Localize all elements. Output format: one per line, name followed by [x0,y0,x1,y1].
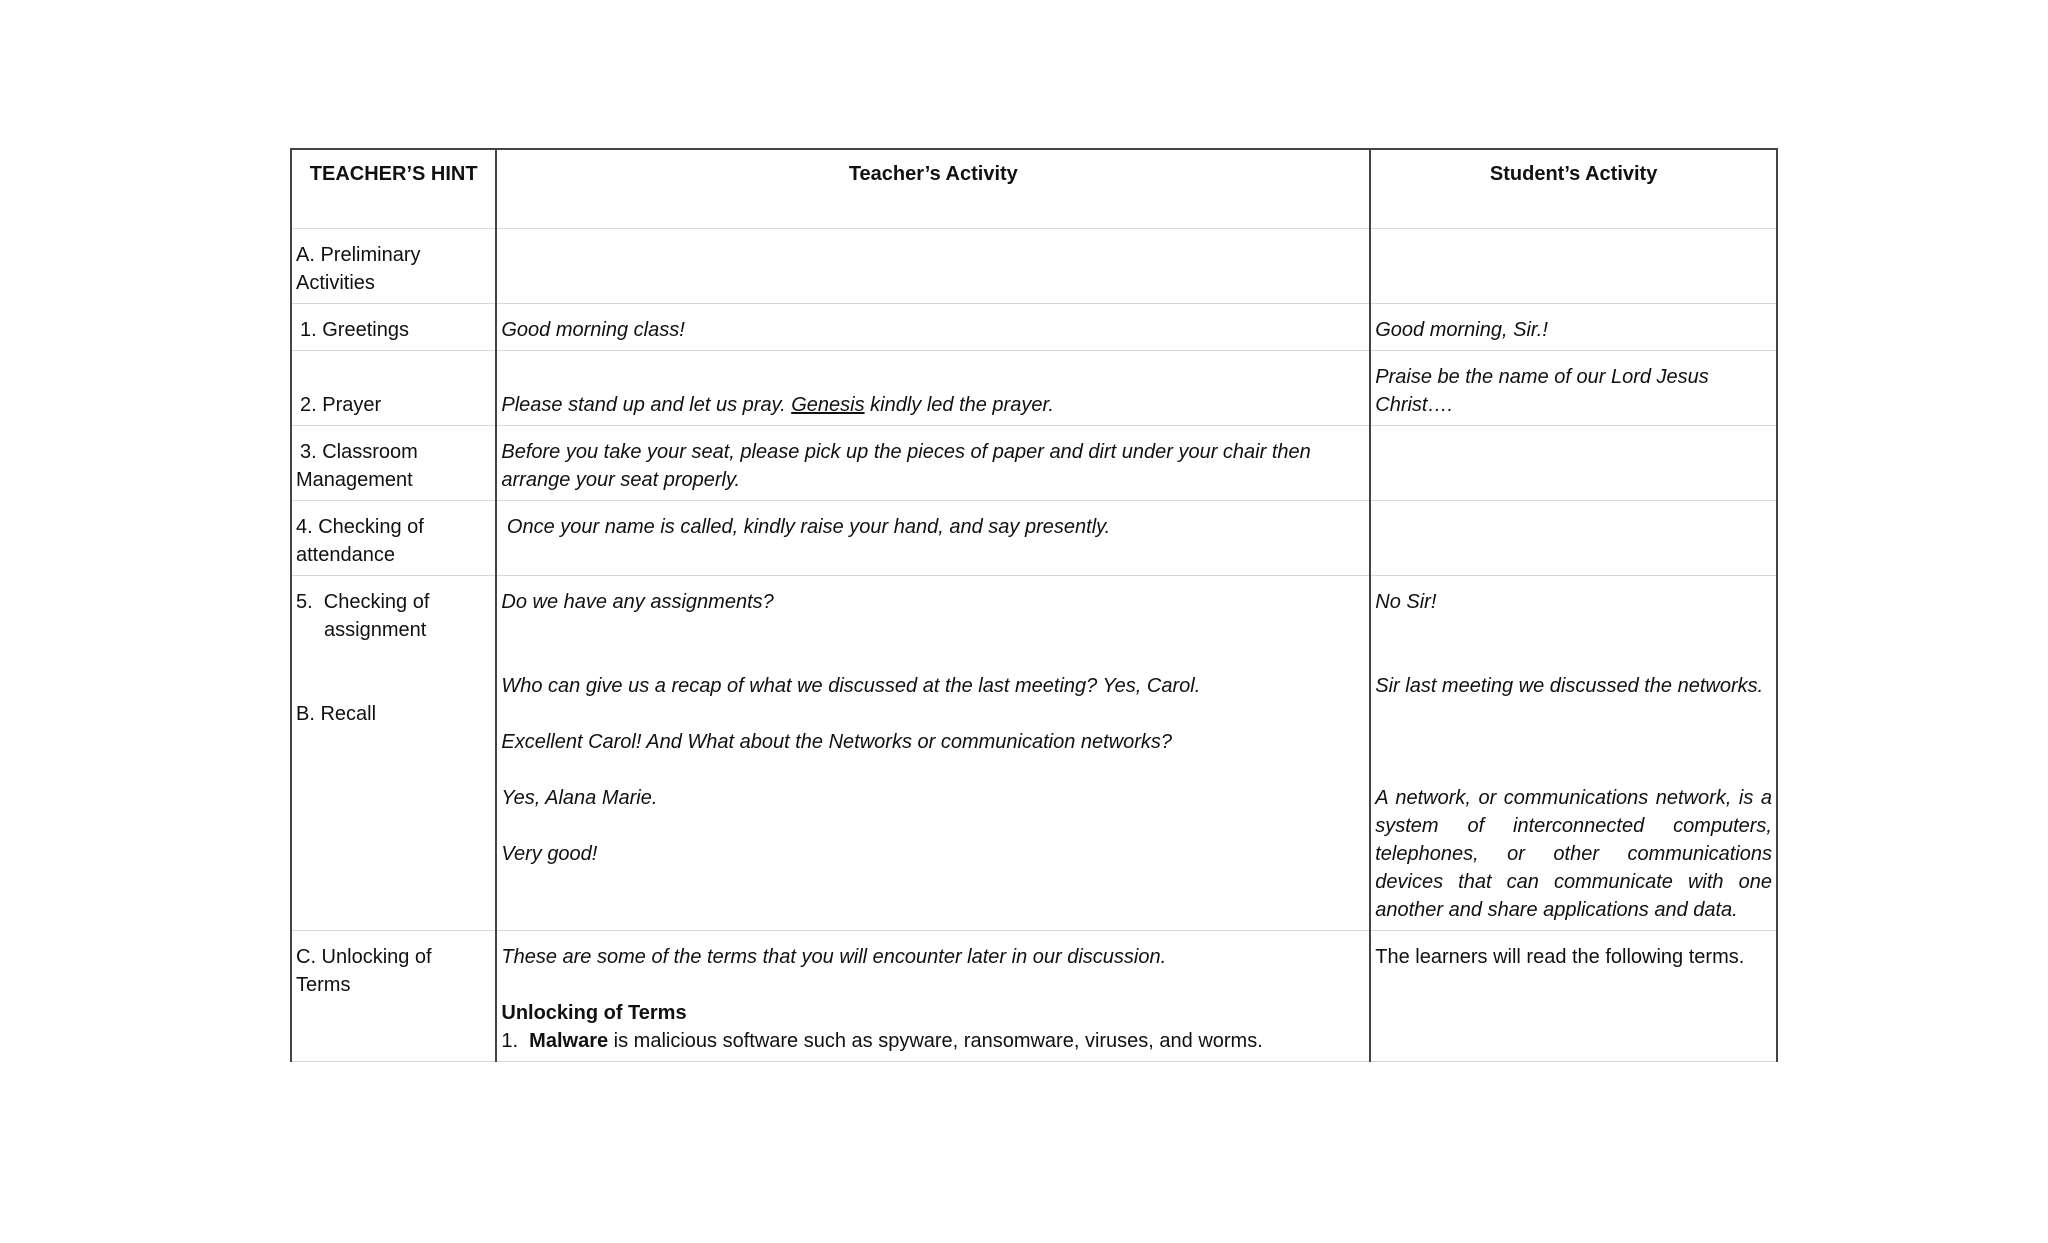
teacher-question-assignments: Do we have any assignments? [501,591,774,613]
teacher-unlocking-intro: These are some of the terms that you will encounter later in our discussion. [501,946,1167,968]
row-classroom-management [291,426,1777,501]
teacher-question-networks: Excellent Carol! And What about the Networks or communication networks? [501,731,1173,753]
spacer [501,616,1365,644]
lesson-plan-table [290,148,1778,1062]
hint-unlocking-line1: C. Unlocking of [296,946,432,968]
teacher-unlocking-heading: Unlocking of Terms [501,1002,687,1024]
hint-assignment-line2: assignment [324,619,427,641]
hint-prayer [291,351,496,426]
table-header-row [291,149,1777,229]
spacer [1375,644,1772,672]
row-unlocking-terms [291,931,1777,1062]
prayer-leader-name: Genesis [791,394,865,416]
hint-classroom [291,426,496,501]
hint-assignment-line1: 5. Checking of [296,591,430,613]
row-preliminary-activities [291,229,1777,304]
spacer [501,812,1365,840]
student-answer-network-definition: A network, or communications network, is a system of interconnected computers, telephones, or other communications devices that can communicate with one another and share applications and data. [1375,787,1772,921]
hint-attendance-line1: 4. Checking of [296,516,424,538]
header-teachers-activity: Teacher’s Activity [496,149,1370,229]
header-students-activity: Student’s Activity [1370,149,1777,229]
spacer [501,700,1365,728]
row-attendance [291,501,1777,576]
student-answer-recap: Sir last meeting we discussed the networks. [1375,675,1764,697]
hint-classroom-line1: 3. Classroom [300,441,418,463]
student-answer-no-sir: No Sir! [1375,591,1437,613]
student-unlocking: The learners will read the following terms. [1370,931,1777,1062]
hint-assignment-recall [291,576,496,931]
spacer [501,644,1365,672]
teacher-call-alana: Yes, Alana Marie. [501,787,658,809]
term-number: 1. [501,1030,530,1052]
hint-unlocking-line2: Terms [296,974,351,996]
hint-unlocking [291,931,496,1062]
teacher-assignment-recall [496,576,1370,931]
row-prayer [291,351,1777,426]
teacher-prayer-text [501,391,1365,419]
hint-attendance [291,501,496,576]
row-assignment-recall [291,576,1777,931]
hint-prayer-label: 2. Prayer [300,394,382,416]
term-word: Malware [529,1030,609,1052]
teacher-prayer [496,351,1370,426]
hint-preliminary-line1: A. Preliminary [296,244,421,266]
spacer [501,363,1365,391]
hint-preliminary [291,229,496,304]
spacer [501,971,1365,999]
spacer [1375,728,1772,756]
student-preliminary [1370,229,1777,304]
hint-greetings [291,304,496,351]
spacer [296,363,491,391]
hint-attendance-line2: attendance [296,544,395,566]
term-malware [501,1027,1365,1055]
term-definition: is malicious software such as spyware, ransomware, viruses, and worms. [608,1030,1263,1052]
spacer [1375,700,1772,728]
hint-classroom-line2: Management [296,469,413,491]
row-greetings [291,304,1777,351]
spacer [296,644,491,672]
teacher-preliminary [496,229,1370,304]
prayer-text-before: Please stand up and let us pray. [501,394,792,416]
spacer [1375,616,1772,644]
spacer [1375,756,1772,784]
teacher-unlocking [496,931,1370,1062]
teacher-attendance: Once your name is called, kindly raise your hand, and say presently. [496,501,1370,576]
hint-greetings-label: 1. Greetings [300,319,409,341]
teacher-greetings: Good morning class! [496,304,1370,351]
teacher-classroom: Before you take your seat, please pick up the pieces of paper and dirt under your chair then arrange your seat properly. [496,426,1370,501]
teacher-question-recap: Who can give us a recap of what we discussed at the last meeting? Yes, Carol. [501,675,1201,697]
spacer [296,672,491,700]
student-prayer: Praise be the name of our Lord Jesus Christ…. [1370,351,1777,426]
student-assignment-recall [1370,576,1777,931]
spacer [501,756,1365,784]
student-attendance [1370,501,1777,576]
hint-recall: B. Recall [296,703,377,725]
prayer-text-after: kindly led the prayer. [864,394,1054,416]
header-teachers-hint: TEACHER’S HINT [291,149,496,229]
student-greetings: Good morning, Sir.! [1370,304,1777,351]
teacher-praise: Very good! [501,843,598,865]
hint-preliminary-line2: Activities [296,272,375,294]
student-classroom [1370,426,1777,501]
